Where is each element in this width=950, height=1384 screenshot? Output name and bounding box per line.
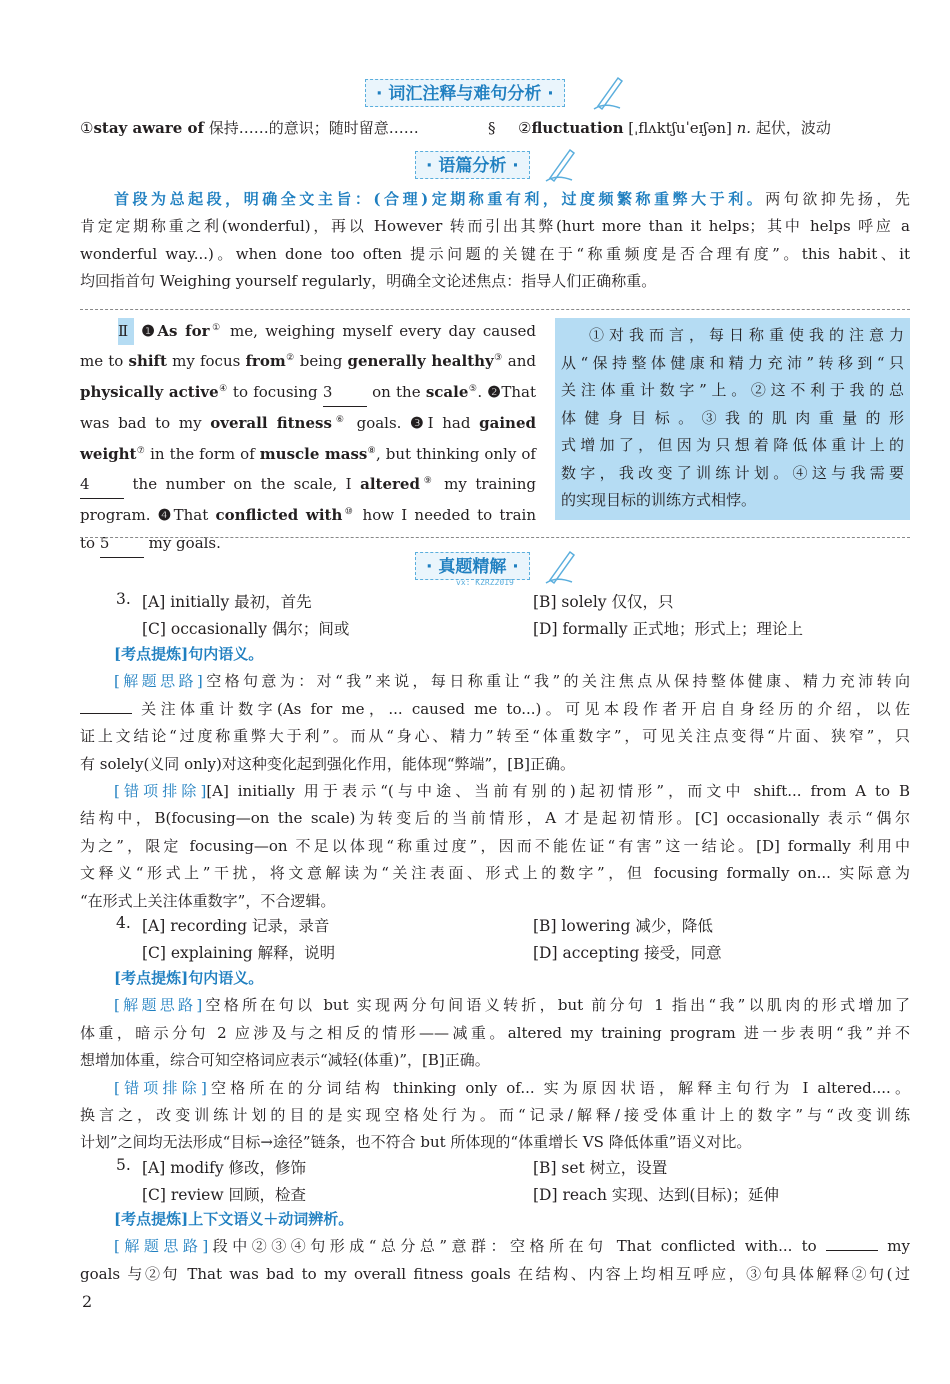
q4-think-tag: [解题思路]	[114, 996, 203, 1015]
q4-think-1: 空格所在句以 but 实现两分句间语义转折，but 前分句 1 指出“我”以肌肉的形式增加了	[202, 996, 910, 1015]
q4-think-2: 体重，暗示分句 2 应涉及与之相反的情形——减重。altered my training program 进一步表明“我”并不	[80, 1023, 910, 1042]
sentence-marker-2: ❷	[487, 382, 502, 401]
translation-box	[555, 318, 910, 520]
vocab-term-1: stay aware of	[93, 119, 204, 137]
vocab-def-2: 起伏，波动	[751, 119, 831, 137]
q3-point: 句内语义。	[188, 645, 264, 663]
translation-line: ①对我而言，每日称重使我的注意力	[589, 326, 904, 344]
q3-think-1: 空格句意为：对“我”来说，每日称重让“我”的关注焦点从保持整体健康、精力充沛转向	[202, 672, 910, 691]
q5-option-b[interactable]: [B] set 树立，设置	[533, 1159, 668, 1177]
q5-think-1a: 段中②③④句形成“总分总”意群：空格所在句 That conflicted with... to	[208, 1237, 817, 1256]
vocab-def-1: 保持……的意识；随时留意……	[203, 119, 419, 137]
answers-section-title: · 真题精解 ·	[415, 552, 530, 580]
paragraph-numeral: Ⅱ	[118, 318, 134, 345]
q3-err-5: “在形式上关注体重数字”，不合逻辑。	[80, 891, 336, 910]
vocab-separator: §	[488, 119, 496, 137]
q4-option-c[interactable]: [C] explaining 解释，说明	[142, 944, 336, 962]
q3-point-tag: [考点提炼]	[114, 645, 189, 663]
q3-err-3: 为之”，限定 focusing—on 不足以体现“称重过度”，因而不能佐证“有害”这一结论。[D] formally 利用中	[80, 836, 910, 855]
passage-paragraph: Ⅱ ❶As for① me, weighing myself every day caused me to shift my focus from② being generally healthy③ and physically active④ to focusing 3 on the scale⑤. ❷That was bad to my overall fitness⑥ goals. ❸I had gained weight⑦ in the form of muscle mass⑧, but thinking only of 4 the number on the scale, I altered⑨ my training program. ❹That conflicted with⑩ how I needed to train to 5 my goals.	[80, 315, 536, 558]
translation-line: 体健身目标。③我的肌肉重量的形	[561, 408, 904, 427]
translation-line: 关注体重计数字”上。②这不利于我的总	[561, 381, 904, 399]
q5-think-1b: my	[887, 1237, 910, 1256]
q5-option-d[interactable]: [D] reach 实现、达到(目标)；延伸	[533, 1186, 779, 1204]
q3-think-4: 有 solely(义同 only)对这种变化起到强化作用，能体现“弊端”，[B]正确。	[80, 754, 575, 773]
discourse-lead: 首段为总起段，明确全文主旨：(合理)定期称重有利，过度频繁称重弊大于利。	[114, 190, 766, 208]
sentence-marker-4: ❹	[157, 506, 174, 525]
q3-option-a[interactable]: [A] initially 最初，首先	[142, 593, 312, 611]
q4-err-2: 换言之，改变训练计划的目的是实现空格处行为。而“记录/解释/接受体重计上的数字”与“改变训练	[80, 1106, 910, 1125]
discourse-line-1: 两句欲抑先扬，先	[765, 190, 910, 208]
answer-blank	[80, 713, 132, 714]
q3-err-4: 文释义“形式上”干扰，将文意解读为“关注表面、形式上的数字”，但 focusing formally on... 实际意为	[80, 864, 910, 883]
q3-analysis	[80, 641, 910, 915]
translation-line: 式增加了，但因为只想着降低体重计上的	[561, 436, 904, 454]
divider	[80, 537, 910, 538]
translation-line: 的实现目标的训练方式相悖。	[561, 491, 757, 509]
discourse-section-title: · 语篇分析 ·	[415, 151, 530, 179]
blank-4[interactable]: 4	[80, 471, 124, 499]
q5-point: 上下文语义＋动词辨析。	[188, 1210, 354, 1228]
q3-err-2: 结构中，B(focusing—on the scale)为转变后的当前情形，A 才是起初情形。[C] occasionally 表示“偶尔	[80, 809, 910, 828]
q3-think-3: 证上文结论“过度称重弊大于利”。而从“身心、精力”转至“体重数字”，可见关注点变得“片面、狭窄”，只	[80, 727, 910, 746]
pen-icon	[590, 72, 626, 112]
watermark: vx: KZRZ2019	[456, 578, 514, 587]
vocab-num-2: ②	[518, 119, 532, 137]
vocab-num-1: ①	[80, 119, 94, 137]
q5-think-tag: [解题思路]	[114, 1237, 209, 1256]
q4-err-tag: [错项排除]	[114, 1078, 207, 1097]
divider	[80, 309, 910, 310]
q5-number: 5.	[116, 1156, 131, 1174]
q4-option-a[interactable]: [A] recording 记录，录音	[142, 917, 330, 935]
pen-icon	[542, 144, 578, 184]
q3-err-1: [A] initially 用于表示“(与中途、当前有别的)起初情形”，而文中 shift... from A to B	[206, 782, 910, 801]
q4-point: 句内语义。	[188, 969, 264, 987]
q3-err-tag: [错项排除]	[114, 782, 207, 801]
discourse-line-2: 肯定定期称重之利(wonderful)，再以 However 转而引出其弊(hurt more than it helps；其中 helps 呼应 a	[80, 217, 910, 236]
sentence-marker-1: ❶	[141, 322, 158, 340]
discourse-line-4: 均回指首句 Weighing yourself regularly，明确全文论述焦点：指导人们正确称重。	[80, 272, 657, 291]
q4-point-tag: [考点提炼]	[114, 969, 189, 987]
translation-line: 从“保持整体健康和精力充沛”转移到“只	[561, 353, 904, 372]
q5-point-tag: [考点提炼]	[114, 1210, 189, 1228]
q3-option-c[interactable]: [C] occasionally 偶尔；间或	[142, 620, 350, 638]
vocab-notes-row	[80, 116, 910, 140]
q4-analysis	[80, 965, 910, 1157]
q4-think-3: 想增加体重，综合可知空格词应表示“减轻(体重)”，[B]正确。	[80, 1051, 490, 1070]
q4-number: 4.	[116, 914, 131, 932]
q4-option-b[interactable]: [B] lowering 减少，降低	[533, 917, 713, 935]
page-number: 2	[82, 1292, 93, 1311]
q3-think-tag: [解题思路]	[114, 672, 203, 691]
q3-option-b[interactable]: [B] solely 仅仅，只	[533, 593, 674, 611]
vocab-pos-2: n.	[736, 119, 752, 137]
q5-analysis	[80, 1206, 910, 1288]
answer-blank	[826, 1250, 878, 1251]
vocab-section-title: · 词汇注释与难句分析 ·	[365, 79, 565, 107]
blank-3[interactable]: 3	[323, 379, 367, 407]
q5-option-c[interactable]: [C] review 回顾，检查	[142, 1186, 307, 1204]
discourse-line-3: wonderful way...)。when done too often 提示问题的关键在于“称重频度是否合理有度”。this habit、it	[80, 244, 910, 263]
blank-5[interactable]: 5	[100, 530, 144, 558]
translation-line: 数字，我改变了训练计划。④这与我需要	[561, 463, 904, 482]
q4-option-d[interactable]: [D] accepting 接受，同意	[533, 944, 722, 962]
q3-option-d[interactable]: [D] formally 正式地；形式上；理论上	[533, 620, 803, 638]
q4-err-3: 计划”之间均无法形成“目标→途径”链条，也不符合 but 所体现的“体重增长 VS 降低体重”语义对比。	[80, 1133, 752, 1152]
pen-icon	[542, 546, 578, 586]
q3-number: 3.	[116, 590, 131, 608]
q3-think-2: 关注体重计数字(As for me，... caused me to...)。可见本段作者开启自身经历的介绍，以佐	[141, 699, 910, 718]
sentence-marker-3: ❸	[410, 414, 428, 433]
q5-option-a[interactable]: [A] modify 修改，修饰	[142, 1159, 307, 1177]
q4-err-1: 空格所在的分词结构 thinking only of... 实为原因状语，解释主句行为 I altered....。	[206, 1078, 910, 1097]
q5-think-2: goals 与②句 That was bad to my overall fitness goals 在结构、内容上均相互呼应，③句具体解释②句(过	[80, 1264, 910, 1283]
discourse-analysis	[80, 186, 910, 296]
vocab-phonetic-2: [ˌflʌktʃuˈeɪʃən]	[623, 119, 737, 137]
vocab-term-2: fluctuation	[531, 119, 624, 137]
